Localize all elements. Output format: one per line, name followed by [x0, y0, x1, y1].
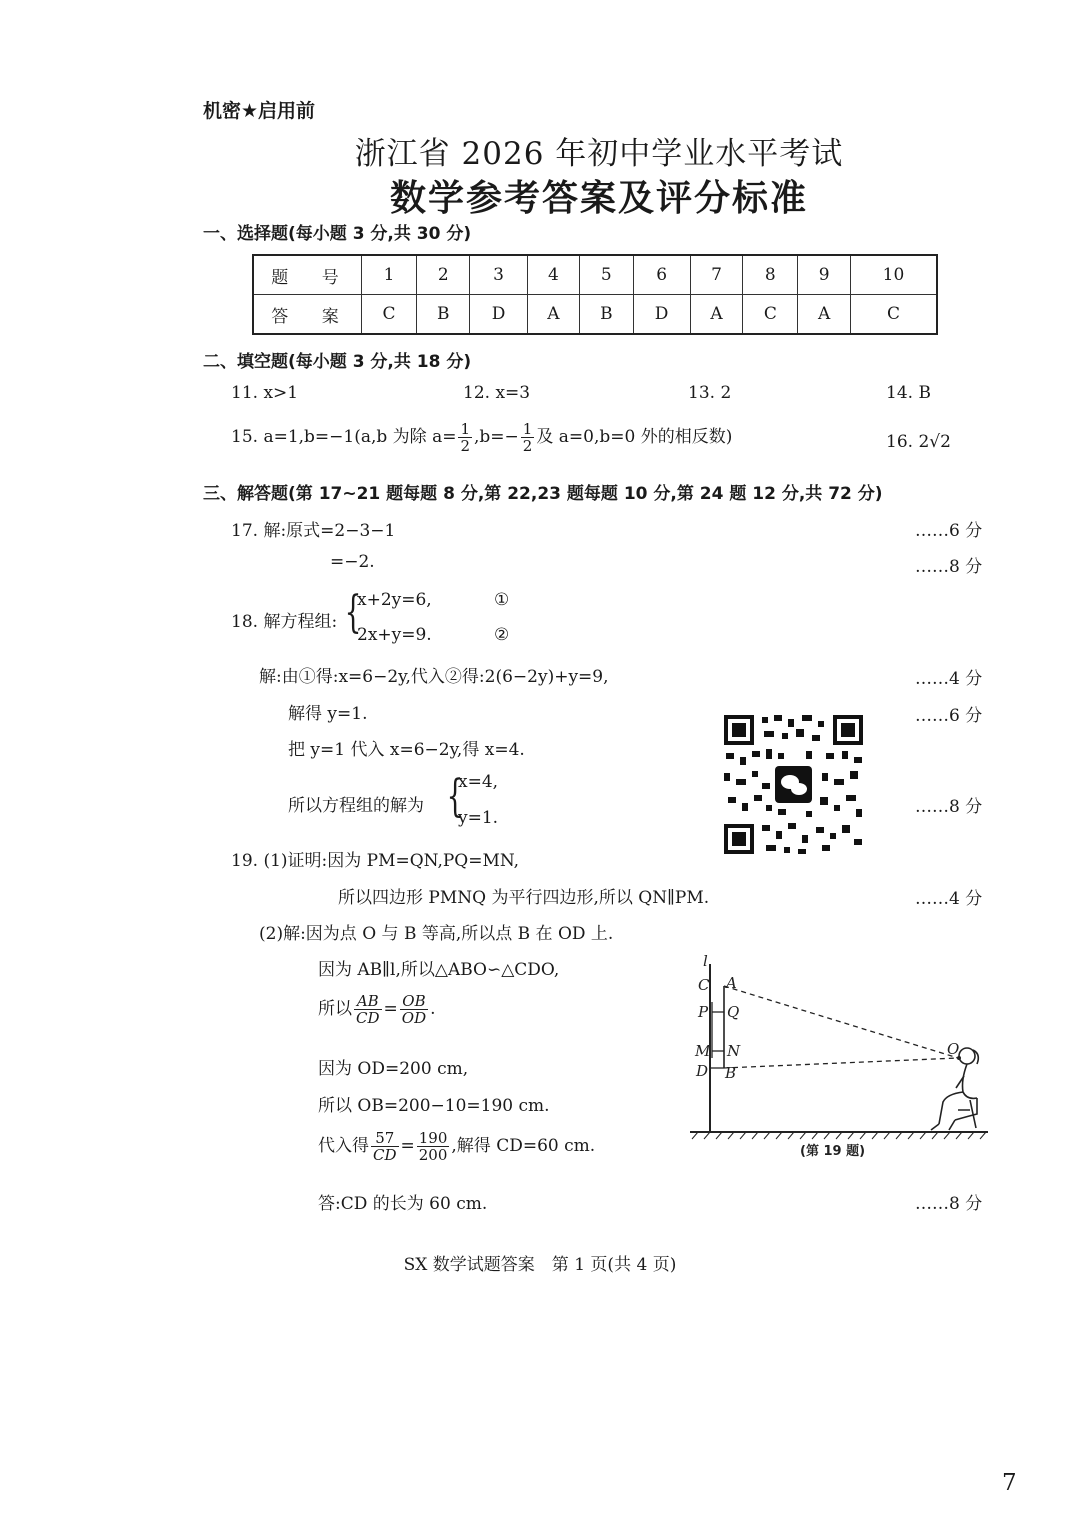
fraction-numerator: AB [354, 993, 382, 1010]
exam-title: 浙江省 2026 年初中学业水平考试 [354, 136, 844, 172]
fraction [521, 421, 535, 454]
table-cell: A [527, 295, 580, 335]
answer-15 [231, 421, 732, 454]
table-cell: A [798, 295, 851, 335]
q18-label: 18. 解方程组: [231, 612, 338, 632]
q17-line-2: =−2. [330, 552, 375, 572]
table-cell: 3 [470, 255, 527, 295]
fraction-denominator: 200 [418, 1146, 448, 1164]
fraction-denominator: 2 [460, 437, 471, 455]
score-mark: ……6 分 [915, 521, 983, 541]
qr-code-image[interactable] [722, 713, 865, 856]
q18-solution-y: y=1. [458, 808, 499, 828]
q18-step-3: 把 y=1 代入 x=6−2y,得 x=4. [288, 740, 525, 760]
fraction-numerator: 1 [522, 420, 533, 438]
label-M: M [695, 1042, 711, 1060]
page-footer: SX 数学试题答案 第 1 页(共 4 页) [403, 1255, 677, 1275]
table-row-answers [253, 295, 937, 335]
table-cell: C [743, 295, 798, 335]
table-cell: 9 [798, 255, 851, 295]
score-mark: ……4 分 [915, 669, 983, 689]
q18-solution-x: x=4, [458, 772, 499, 792]
q18-step-2: 解得 y=1. [288, 704, 368, 724]
table-cell: 7 [690, 255, 743, 295]
table-cell: 6 [633, 255, 690, 295]
section-2-title: 二、填空题(每小题 3 分,共 18 分) [203, 352, 472, 372]
answer-15-text-c: 及 a=0,b=0 外的相反数) [536, 427, 733, 447]
answer-13: 13. 2 [688, 383, 732, 403]
fraction-denominator: CD [356, 1009, 380, 1027]
text-prefix: 代入得 [318, 1136, 369, 1156]
q19-part2-ratio [318, 993, 436, 1026]
fraction [354, 993, 382, 1026]
q19-part2-line-2: 因为 AB∥l,所以△ABO∽△CDO, [318, 960, 560, 980]
answer-table [252, 254, 938, 335]
table-cell: C [850, 295, 937, 335]
q19-answer: 答:CD 的长为 60 cm. [318, 1194, 488, 1214]
equals-sign: = [383, 999, 398, 1019]
label-B: B [725, 1064, 737, 1082]
equation-tag-1: ① [494, 590, 510, 610]
label-D: D [696, 1062, 709, 1080]
row-label-number: 题 号 [253, 255, 362, 295]
label-P: P [698, 1003, 709, 1021]
answer-15-text-a: 15. a=1,b=−1(a,b 为除 a= [231, 427, 457, 447]
left-brace: { [446, 771, 464, 822]
table-cell: 4 [527, 255, 580, 295]
fraction-denominator: OD [401, 1009, 427, 1027]
fraction-denominator: CD [373, 1146, 397, 1164]
q18-equation-1: x+2y=6, [357, 590, 432, 610]
section-3-title: 三、解答题(第 17~21 题每题 8 分,第 22,23 题每题 10 分,第 24 题 12 分,共 72 分) [203, 484, 883, 504]
label-C: C [698, 976, 710, 994]
fraction [371, 1130, 399, 1163]
answer-12: 12. x=3 [463, 383, 531, 403]
q19-part2-substitution [318, 1130, 595, 1163]
table-cell: A [690, 295, 743, 335]
document-title: 数学参考答案及评分标准 [389, 178, 808, 219]
label-O: O [947, 1040, 960, 1058]
answer-11: 11. x>1 [231, 383, 299, 403]
fraction [458, 421, 472, 454]
table-cell: C [362, 295, 417, 335]
q19-part1-line-1: 19. (1)证明:因为 PM=QN,PQ=MN, [231, 851, 520, 871]
score-mark: ……8 分 [915, 797, 983, 817]
table-cell: 1 [362, 255, 417, 295]
label-A: A [726, 974, 737, 992]
score-mark: ……4 分 [915, 889, 983, 909]
row-label-answer: 答 案 [253, 295, 362, 335]
q19-part2-line-1: (2)解:因为点 O 与 B 等高,所以点 B 在 OD 上. [259, 924, 614, 944]
q19-part1-line-2: 所以四边形 PMNQ 为平行四边形,所以 QN∥PM. [338, 888, 710, 908]
q18-step-4: 所以方程组的解为 [288, 796, 424, 816]
q19-part2-line-5: 所以 OB=200−10=190 cm. [318, 1096, 550, 1116]
equation-tag-2: ② [494, 625, 510, 645]
fraction [400, 993, 428, 1026]
fraction-denominator: 2 [522, 437, 533, 455]
table-cell: 2 [417, 255, 470, 295]
fraction [417, 1130, 450, 1163]
table-cell: B [417, 295, 470, 335]
answer-15-text-b: ,b=− [474, 427, 519, 447]
table-cell: D [633, 295, 690, 335]
figure-caption: (第 19 题) [800, 1144, 866, 1159]
fraction-numerator: 1 [460, 420, 471, 438]
label-l: l [703, 952, 708, 970]
q19-part2-line-4: 因为 OD=200 cm, [318, 1059, 469, 1079]
text-prefix: 所以 [318, 999, 352, 1019]
score-mark: ……8 分 [915, 557, 983, 577]
table-cell: 8 [743, 255, 798, 295]
answer-14: 14. B [886, 383, 931, 403]
q17-line-1: 17. 解:原式=2−3−1 [231, 521, 396, 541]
q18-step-1: 解:由①得:x=6−2y,代入②得:2(6−2y)+y=9, [259, 667, 609, 687]
q19-figure [688, 950, 993, 1165]
score-mark: ……6 分 [915, 706, 983, 726]
score-mark: ……8 分 [915, 1194, 983, 1214]
fraction-numerator: OB [400, 993, 428, 1010]
label-Q: Q [727, 1003, 740, 1021]
label-N: N [727, 1042, 741, 1060]
q18-equation-2: 2x+y=9. [357, 625, 432, 645]
answer-16: 16. 2√2 [886, 432, 951, 452]
table-row-numbers [253, 255, 937, 295]
left-brace: { [344, 587, 362, 638]
text-suffix: ,解得 CD=60 cm. [451, 1136, 596, 1156]
table-cell: D [470, 295, 527, 335]
page-number: 7 [1002, 1470, 1017, 1496]
text-suffix: . [430, 999, 436, 1019]
section-1-title: 一、选择题(每小题 3 分,共 30 分) [203, 224, 472, 244]
fraction-numerator: 57 [371, 1130, 399, 1147]
table-cell: 5 [580, 255, 633, 295]
table-cell: 10 [850, 255, 937, 295]
confidential-mark: 机密★启用前 [203, 100, 316, 122]
equals-sign: = [400, 1136, 415, 1156]
fraction-numerator: 190 [418, 1129, 448, 1147]
table-cell: B [580, 295, 633, 335]
